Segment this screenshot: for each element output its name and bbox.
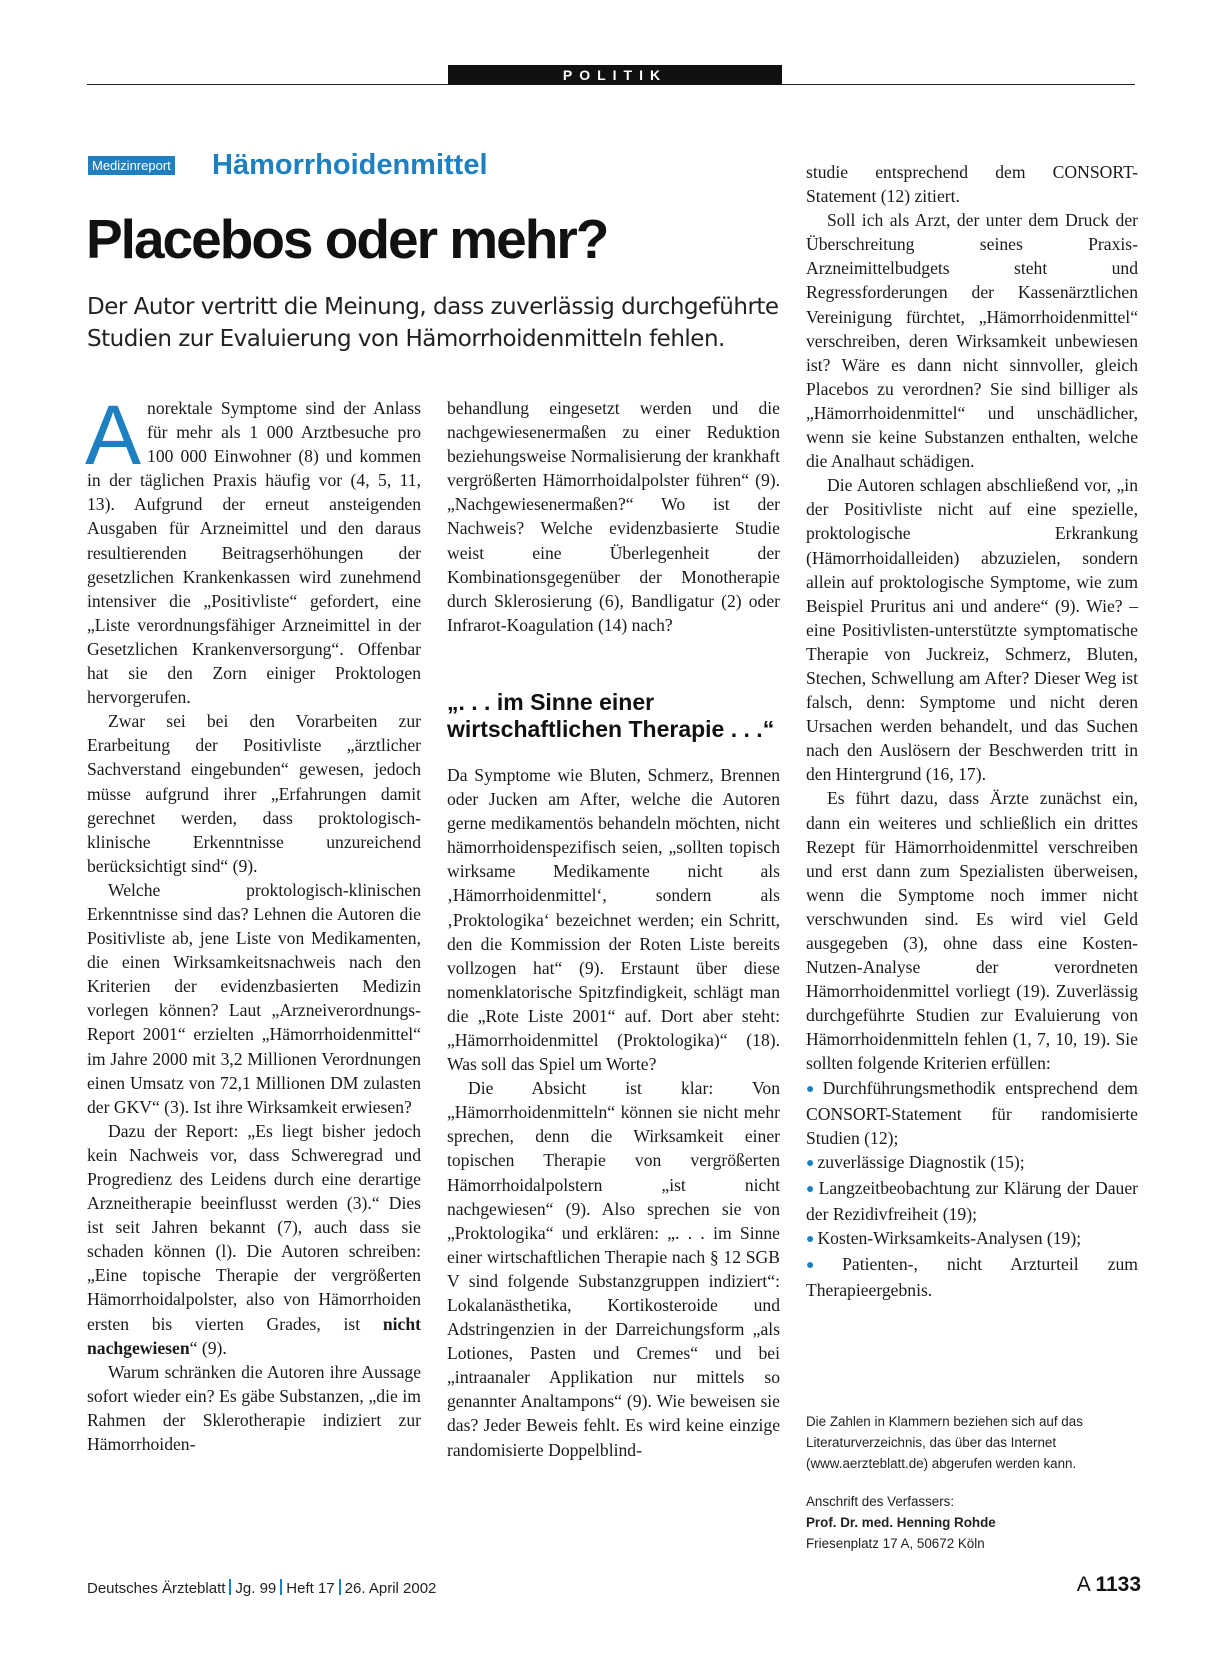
divider [229,1579,231,1595]
paragraph: Die Autoren schlagen abschließend vor, „in der Positivliste nicht auf eine spezielle, proktologische Erkrankung (Hämorrhoidalleiden) abzuzielen, sondern allein auf proktologische Symptome, wie zum Beispiel Pruritus ani und andere“ (9). Wie? – eine Positivlisten-unterstützte symptomatische Therapie von Juckreiz, Schmerz, Bluten, Stechen, Schwellung am After? Dieser Weg ist falsch, denn: Symptome und nicht deren Ursachen werden behandelt, und das Suchen nach den Auslösern der Beschwerden tritt in den Hintergrund (16, 17). [806,475,1138,785]
paragraph: Soll ich als Arzt, der unter dem Druck der Überschreitung seines Praxis-Arzneimittelbudgets steht und Regressforderungen der Kassenärztlichen Vereinigung fürchtet, „Hämorrhoidenmittel“ verschreiben, deren Wirksamkeit unbewiesen ist? Wäre es dann nicht sinnvoller, gleich Placebos zu verordnen? Sie sind billiger als „Hämorrhoidenmittel“ und unschädlicher, wenn sie keine Substanzen enthalten, welche die Analhaut schädigen. [806,210,1138,472]
list-item: ● Langzeitbeobachtung zur Klärung der Dauer der Rezidivfreiheit (19); [806,1177,1138,1225]
drop-cap: A [85,388,142,482]
paragraph-text: norektale Symptome sind der Anlass für mehr als 1 000 Arztbesuche pro 100 000 Einwohner (8) und kommen in der täglichen Praxis häufig vor (4, 5, 11, 13). Aufgrund der erneut ansteigenden Ausgaben für Arzneimittel und den daraus resultierenden Beitragserhöhungen der gesetzlichen Krankenkassen wird zunehmend intensiver die „Positivliste“ gefordert, eine „Liste verordnungsfähiger Arzneimittel in der Gesetzlichen Krankenversorgung“. Offenbar hat sie den Zorn einiger Proktologen hervorgerufen. [87,398,421,708]
bullet-icon: ● [806,1232,815,1248]
paragraph: Da Symptome wie Bluten, Schmerz, Brennen oder Jucken am After, welche die Autoren gerne medikamentös behandeln möchten, nicht hämorrhoidenspezifisch seien, „sollten topisch wirksame Medikamente nicht als ‚Hämorrhoidenmittel‘, sondern als ‚Proktologika‘ bezeichnet werden; ein Schritt, den die Kommission der Roten Liste bereits vollzogen hat“ (9). Erstaunt über diese nomenklatorische Spitzfindigkeit, schlägt man die „Rote Liste 2001“ auf. Dort aber steht: „Hämorrhoidenmittel (Proktologika)“ (18). Was soll das Spiel um Worte? [447,764,780,1075]
criteria-list [806,1076,1138,1303]
paragraph-text: Dazu der Report: „Es liegt bisher jedoch kein Nachweis vor, dass Schweregrad und Progredienz des Leidens durch eine derartige Arzneitherapie beeinflusst werden (3).“ Dies ist seit Jahren bekannt (7), auch dass sie schaden können (l). Die Autoren schreiben: „Eine topische Therapie der vergrößerten Hämorrhoidalpolster, also von Hämorrhoiden ersten bis vierten Grades, ist [87,1120,421,1334]
journal-volume: Jg. 99 [235,1580,277,1597]
footer-journal-info [87,1579,436,1597]
paragraph: Die Absicht ist klar: Von „Hämorrhoidenmitteln“ können sie nicht mehr sprechen, denn die Wirksamkeit einer topischen Therapie von vergrößerten Hämorrhoidalpolstern „ist nicht nachgewiesen“ (9). Also sprechen sie von „Proktologika“ und erklären: „. . . im Sinne einer wirtschaftlichen Therapie nach § 12 SGB V sind folgende Substanzgruppen indiziert“: Lokalanästhetika, Kortikosteroide und Adstringenzien in der Darreichungsform „als Lotiones, Pasten und Cremes“ und bei „intraanaler Applikation nur mittels so genannter Analtampons“ (9). Wie beweisen sie das? Jeder Beweis fehlt. Es wird keine einzige randomisierte Doppelblind- [447,1078,780,1460]
journal-issue: Heft 17 [286,1580,335,1597]
literature-note: Die Zahlen in Klammern beziehen sich auf das Literaturverzeichnis, das über das Internet (www.aerzteblatt.de) abgerufen werden kann. [806,1414,1083,1471]
list-item: ● Durchführungsmethodik entsprechend dem CONSORT-Statement für randomisierte Studien (12); [806,1077,1138,1148]
address-label: Anschrift des Verfassers: [806,1494,955,1509]
author-address: Friesenplatz 17 A, 50672 Köln [806,1536,985,1551]
list-item: ● Patienten-, nicht Arzturteil zum Therapieergebnis. [806,1254,1138,1301]
category-badge: Medizinreport [88,156,175,175]
paragraph: Welche proktologisch-klinischen Erkenntnisse sind das? Lehnen die Autoren die Positivliste ab, jene Liste von Medikamenten, die einen Wirksamkeitsnachweis nach den Kriterien der evidenzbasierten Medizin vorlegen können? Laut „Arzneiverordnungs-Report 2001“ erzielten „Hämorrhoidenmittel“ im Jahre 2000 mit 3,2 Millionen Verordnungen einen Umsatz von 72,1 Millionen DM zulasten der GKV“ (3). Ist ihre Wirksamkeit erwiesen? [87,879,421,1117]
subheading: „. . . im Sinne einer wirtschaftlichen Therapie . . .“ [447,688,775,742]
bullet-icon: ● [806,1081,820,1097]
paragraph: Es führt dazu, dass Ärzte zunächst ein, dann ein weiteres und schließlich ein drittes Rezept für Hämorrhoidenmittel verschreiben und erst dann zum Spezialisten überweisen, wenn die Symptome noch immer nicht verschwunden sind. Es wird viel Geld ausgegeben (3), ohne dass eine Kosten-Nutzen-Analyse der verordneten Hämorrhoidenmittel vorliegt (19). Zuverlässig durchgeführte Studien zur Evaluierung von Hämorrhoidenmitteln fehlen (1, 7, 10, 19). Sie sollten folgende Kriterien erfüllen: [806,788,1138,1074]
article-kicker: Hämorrhoidenmittel [212,149,488,181]
bullet-icon: ● [806,1258,840,1274]
section-label: POLITIK [448,65,782,85]
paragraph: studie entsprechend dem CONSORT-Statement (12) zitiert. [806,162,1138,207]
list-item: ● Kosten-Wirksamkeits-Analysen (19); [806,1228,1082,1249]
article-deck: Der Autor vertritt die Meinung, dass zuverlässig durchgeführte Studien zur Evaluierung von Hämorrhoidenmitteln fehlen. [87,294,779,352]
page-number-value: 1133 [1095,1573,1141,1596]
paragraph: Zwar sei bei den Vorarbeiten zur Erarbeitung der Positivliste „ärztlicher Sachverstand eingebunden“ gewesen, jedoch müsse aufgrund ihrer „Erfahrungen damit gerechnet werden, dass proktologisch-klinische Erkenntnisse unzureichend berücksichtigt sind“ (9). [87,711,421,876]
paragraph-text: “ (9). [189,1337,227,1358]
bullet-icon: ● [806,1181,816,1197]
article-column-1 [85,388,421,1456]
page-number [1077,1573,1141,1597]
author-name: Prof. Dr. med. Henning Rohde [806,1515,996,1530]
bullet-icon: ● [806,1155,815,1171]
article-column-3 [806,160,1138,1302]
page-prefix: A [1076,1573,1090,1596]
paragraph [87,1119,421,1360]
paragraph: behandlung eingesetzt werden und die nachgewiesenermaßen zu einer Reduktion beziehungsweise Normalisierung der krankhaft vergrößerten Hämorrhoidalpolster führen“ (9). „Nachgewiesenermaßen?“ Wo ist der Nachweis? Welche evidenzbasierte Studie weist eine Überlegenheit der Kombinationsgegenüber der Monotherapie durch Sklerosierung (6), Bandligatur (2) oder Infrarot-Koagulation (14) nach? [447,398,780,635]
paragraph [85,388,421,709]
journal-date: 26. April 2002 [344,1580,437,1597]
emphasis-text: nicht nachgewiesen [87,1313,421,1358]
article-headline: Placebos oder mehr? [86,208,608,270]
list-item: ● zuverlässige Diagnostik (15); [806,1151,1025,1172]
divider [280,1579,282,1595]
author-address-block [806,1491,1142,1554]
article-column-2 [447,396,780,1462]
divider [339,1579,341,1595]
paragraph: Warum schränken die Autoren ihre Aussage sofort wieder ein? Es gäbe Substanzen, „die im Rahmen der Sklerotherapie indiziert zur Hämorrhoiden- [87,1361,421,1455]
journal-name: Deutsches Ärzteblatt [87,1580,226,1597]
